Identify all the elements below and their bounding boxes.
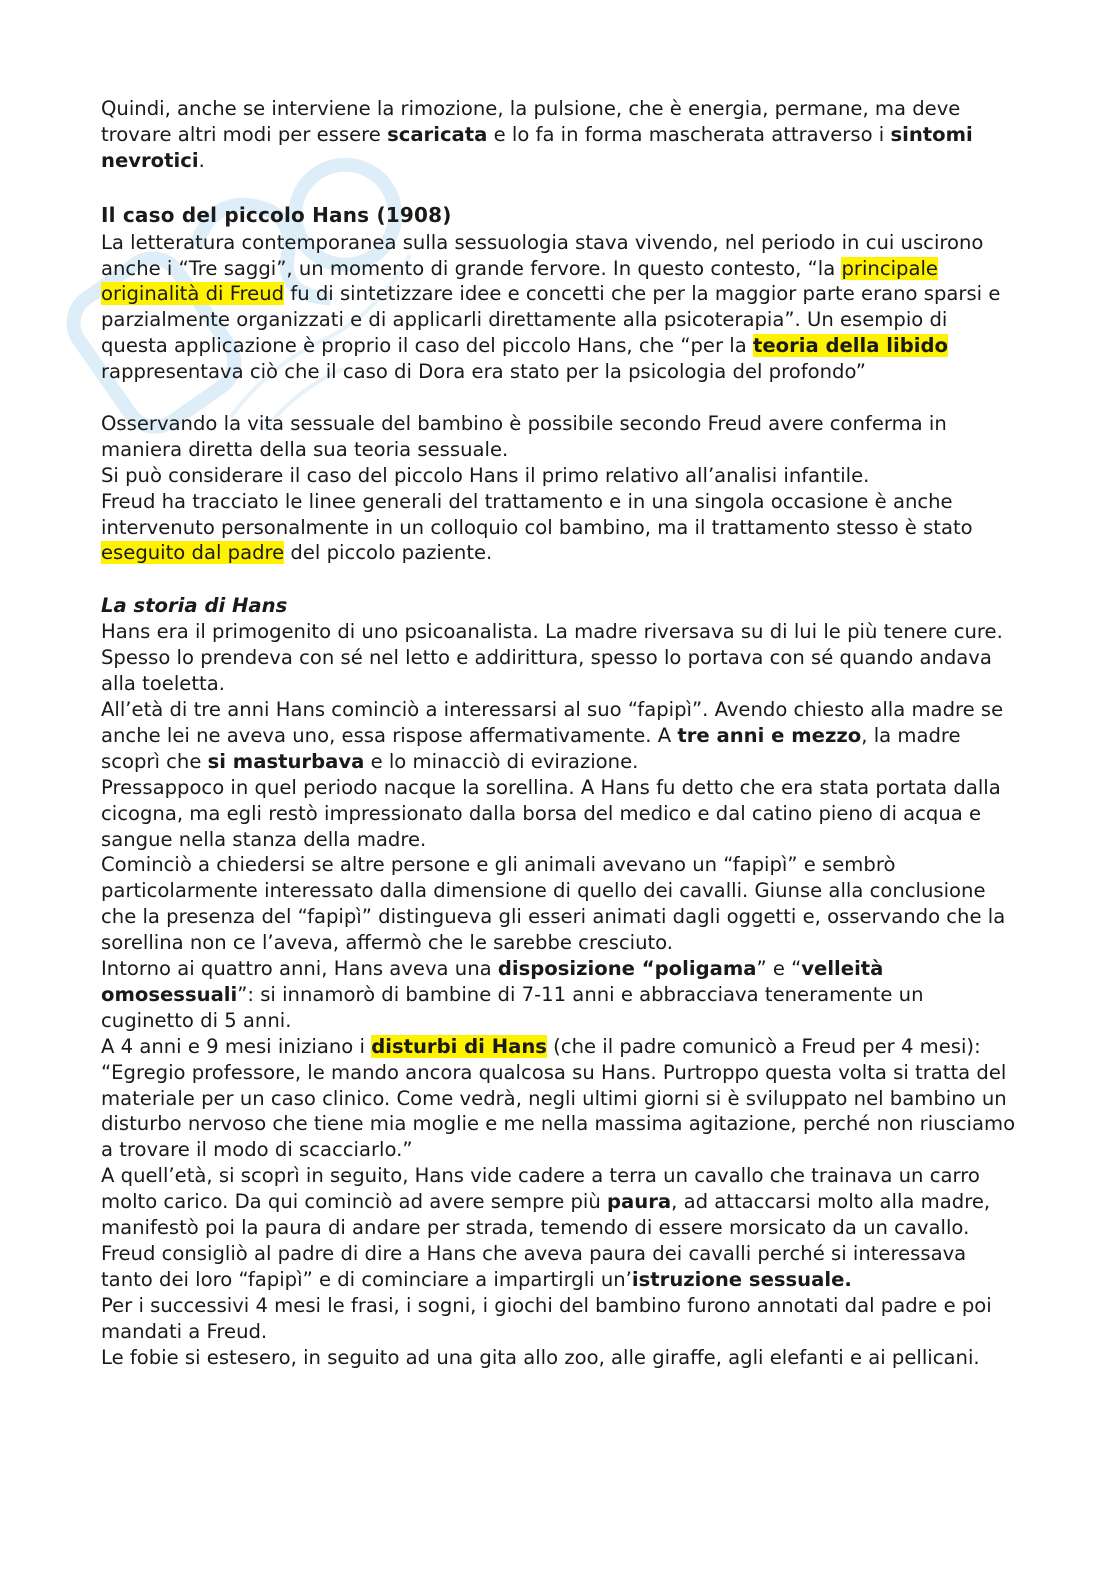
highlighted-bold-text: disturbi di Hans [371,1034,547,1058]
paragraph: Intorno ai quattro anni, Hans aveva una disposizione “poligama” e “velleità omosessuali”: si innamorò di bambine di 7-11 anni e abbracciava teneramente un cuginetto di 5 anni. [101,957,924,1032]
paragraph: Si può considerare il caso del piccolo Hans il primo relativo all’analisi infantile. [101,463,870,487]
section-heading-caso-hans: Il caso del piccolo Hans (1908) [101,202,452,227]
bold-term: si masturbava [207,749,365,773]
paragraph: Cominciò a chiedersi se altre persone e gli animali avevano un “fapipì” e sembrò particolarmente interessato dalla dimensione di quello dei cavalli. Giunse alla conclusione che la presenza del “fapipì” distingueva gli esseri animati dagli oggetti e, osservando che la sorellina non ce l’aveva, affermò che le sarebbe cresciuto. [101,853,1006,955]
paragraph: Osservando la vita sessuale del bambino è possibile secondo Freud avere conferma in maniera diretta della sua teoria sessuale. [101,411,947,461]
paragraph: Pressappoco in quel periodo nacque la sorellina. A Hans fu detto che era stata portata dalla cicogna, ma egli restò impressionato dalla borsa del medico e dal catino pieno di acqua e sangue nella stanza della madre. [101,775,1001,851]
section-heading-storia-hans: La storia di Hans [101,594,288,618]
document-page [101,96,1016,1371]
highlighted-text: principale originalità di Freud [101,256,938,306]
paragraph: A quell’età, si scoprì in seguito, Hans vide cadere a terra un cavallo che trainava un carro molto carico. Da qui cominciò ad avere sempre più paura, ad attaccarsi molto alla madre, manifestò poi la paura di andare per strada, temendo di essere morsicato da un cavallo. Freud consigliò al padre di dire a Hans che aveva paura dei cavalli perché si interessava tanto dei loro “fapipì” e di cominciare a impartirgli un’istruzione sessuale. [101,1164,991,1291]
paragraph: La letteratura contemporanea sulla sessuologia stava vivendo, nel periodo in cui uscirono anche i “Tre saggi”, un momento di grande fervore. In questo contesto, “la principale originalità di Freud fu di sintetizzare idee e concetti che per la maggior parte erano sparsi e parzialmente organizzati e di applicarli direttamente alla psicoterapia”. Un esempio di questa applicazione è proprio il caso del piccolo Hans, che “per la teoria della libido rappresentava ciò che il caso di Dora era stato per la psicologia del profondo” [101,230,1001,384]
highlighted-bold-text: teoria della libido [752,334,948,358]
paragraph: All’età di tre anni Hans cominciò a interessarsi al suo “fapipì”. Avendo chiesto alla madre se anche lei ne aveva uno, essa rispose affermativamente. A tre anni e mezzo, la madre scoprì che si masturbava e lo minacciò di evirazione. [101,697,1004,773]
bold-term: scaricata [387,122,488,146]
paragraph: Le fobie si estesero, in seguito ad una gita allo zoo, alle giraffe, agli elefanti e ai pellicani. [101,1345,980,1369]
paragraph: Per i successivi 4 mesi le frasi, i sogni, i giochi del bambino furono annotati dal padre e poi mandati a Freud. [101,1293,992,1343]
bold-term: tre anni e mezzo [677,723,862,747]
paragraph: Hans era il primogenito di uno psicoanalista. La madre riversava su di lui le più tenere cure. Spesso lo prendeva con sé nel letto e addirittura, spesso lo portava con sé quando andava alla toeletta. [101,620,1003,696]
paragraph: A 4 anni e 9 mesi iniziano i disturbi di Hans (che il padre comunicò a Freud per 4 mesi): “Egregio professore, le mando ancora qualcosa su Hans. Purtroppo questa volta si tratta del materiale per un caso clinico. Come vedrà, negli ultimi giorni si è sviluppato nel bambino un disturbo nervoso che tiene mia moglie e me nella massima agitazione, perché non riusciamo a trovare il modo di scacciarlo.” [101,1034,1016,1162]
intro-paragraph: Quindi, anche se interviene la rimozione, la pulsione, che è energia, permane, ma deve trovare altri modi per essere scaricata e lo fa in forma mascherata attraverso i sintomi nevrotici. [101,97,973,172]
bold-term: paura [607,1190,672,1214]
bold-term: istruzione sessuale. [631,1267,852,1291]
bold-term: sintomi nevrotici [101,122,973,172]
bold-term: velleità omosessuali [101,957,884,1006]
paragraph: Freud ha tracciato le linee generali del trattamento e in una singola occasione è anche intervenuto personalmente in un colloquio col bambino, ma il trattamento stesso è stato eseguito dal padre del piccolo paziente. [101,489,973,565]
highlighted-text: eseguito dal padre [101,541,285,565]
bold-term: disposizione “poligama [497,957,757,981]
